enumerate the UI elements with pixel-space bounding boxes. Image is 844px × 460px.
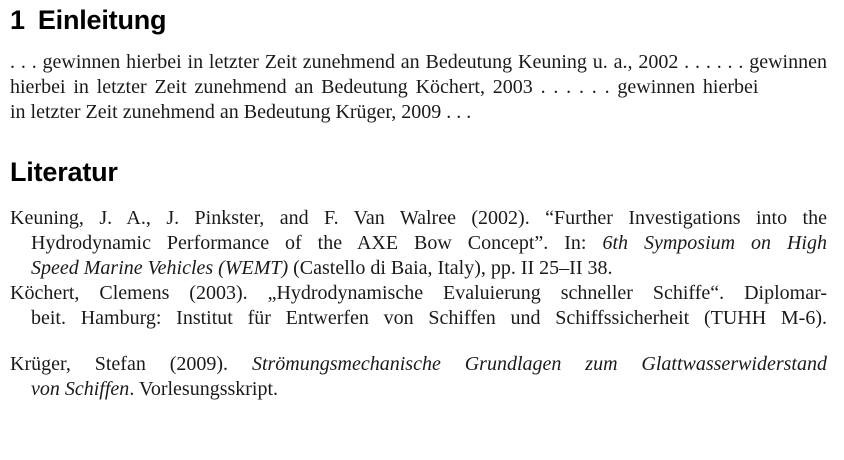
bib-entry [10,281,827,331]
bib-entry-line [10,306,827,331]
bib-entry [10,352,827,402]
paragraph-line: in letzter Zeit zunehmend an Bedeutung Krüger, 2009 . . . [10,101,472,123]
bib-text-segment: Krüger, Stefan (2009). [10,353,252,375]
bib-text-segment: Hydrodynamic Performance of the AXE Bow Concept”. In: [31,232,603,254]
section-heading [10,7,827,34]
bib-text-segment-italic: Speed Marine Vehicles (WEMT) [31,257,289,279]
bib-entry-line [10,256,827,281]
bib-text-segment-italic: Strömungsmechanische Grundlagen zum Glattwasserwiderstand [251,353,827,375]
paragraph-line: . . . gewinnen hierbei in letzter Zeit zunehmend an Bedeutung Keuning u. a., 2002 . . . . . . gewinnen [10,51,827,73]
paragraph-line: hierbei in letzter Zeit zunehmend an Bedeutung Köchert, 2003 . . . . . . gewinnen hierbei [10,76,759,98]
bib-text-segment: Köchert, Clemens (2003). „Hydrodynamische Evaluierung schneller Schiffe“. Diplomar- [10,282,827,304]
bib-entry-line [10,206,827,231]
bib-text-segment: beit. Hamburg: Institut für Entwerfen von Schiffen und Schiffssicherheit (TUHH M-6). [31,307,827,329]
intro-paragraph [10,50,827,125]
bib-text-segment-italic: 6th Symposium on High [602,232,827,254]
bib-text-segment: (Castello di Baia, Italy), pp. II 25–II 38. [288,257,613,279]
bib-text-segment: Keuning, J. A., J. Pinkster, and F. Van Walree (2002). “Further Investigations into the [10,207,827,229]
section-number: 1 [10,5,25,35]
bib-text-segment: . Vorlesungsskript. [129,378,279,400]
bib-entry-line [10,231,827,256]
bibliography-list [10,206,827,402]
bib-entry [10,206,827,281]
bib-entry-line [10,281,827,306]
bib-entry-line [10,377,827,402]
section-title: Einleitung [37,5,167,35]
bib-entry-line [10,352,827,377]
bibliography-heading: Literatur [10,157,118,187]
bib-text-segment-italic: von Schiffen [31,378,130,400]
